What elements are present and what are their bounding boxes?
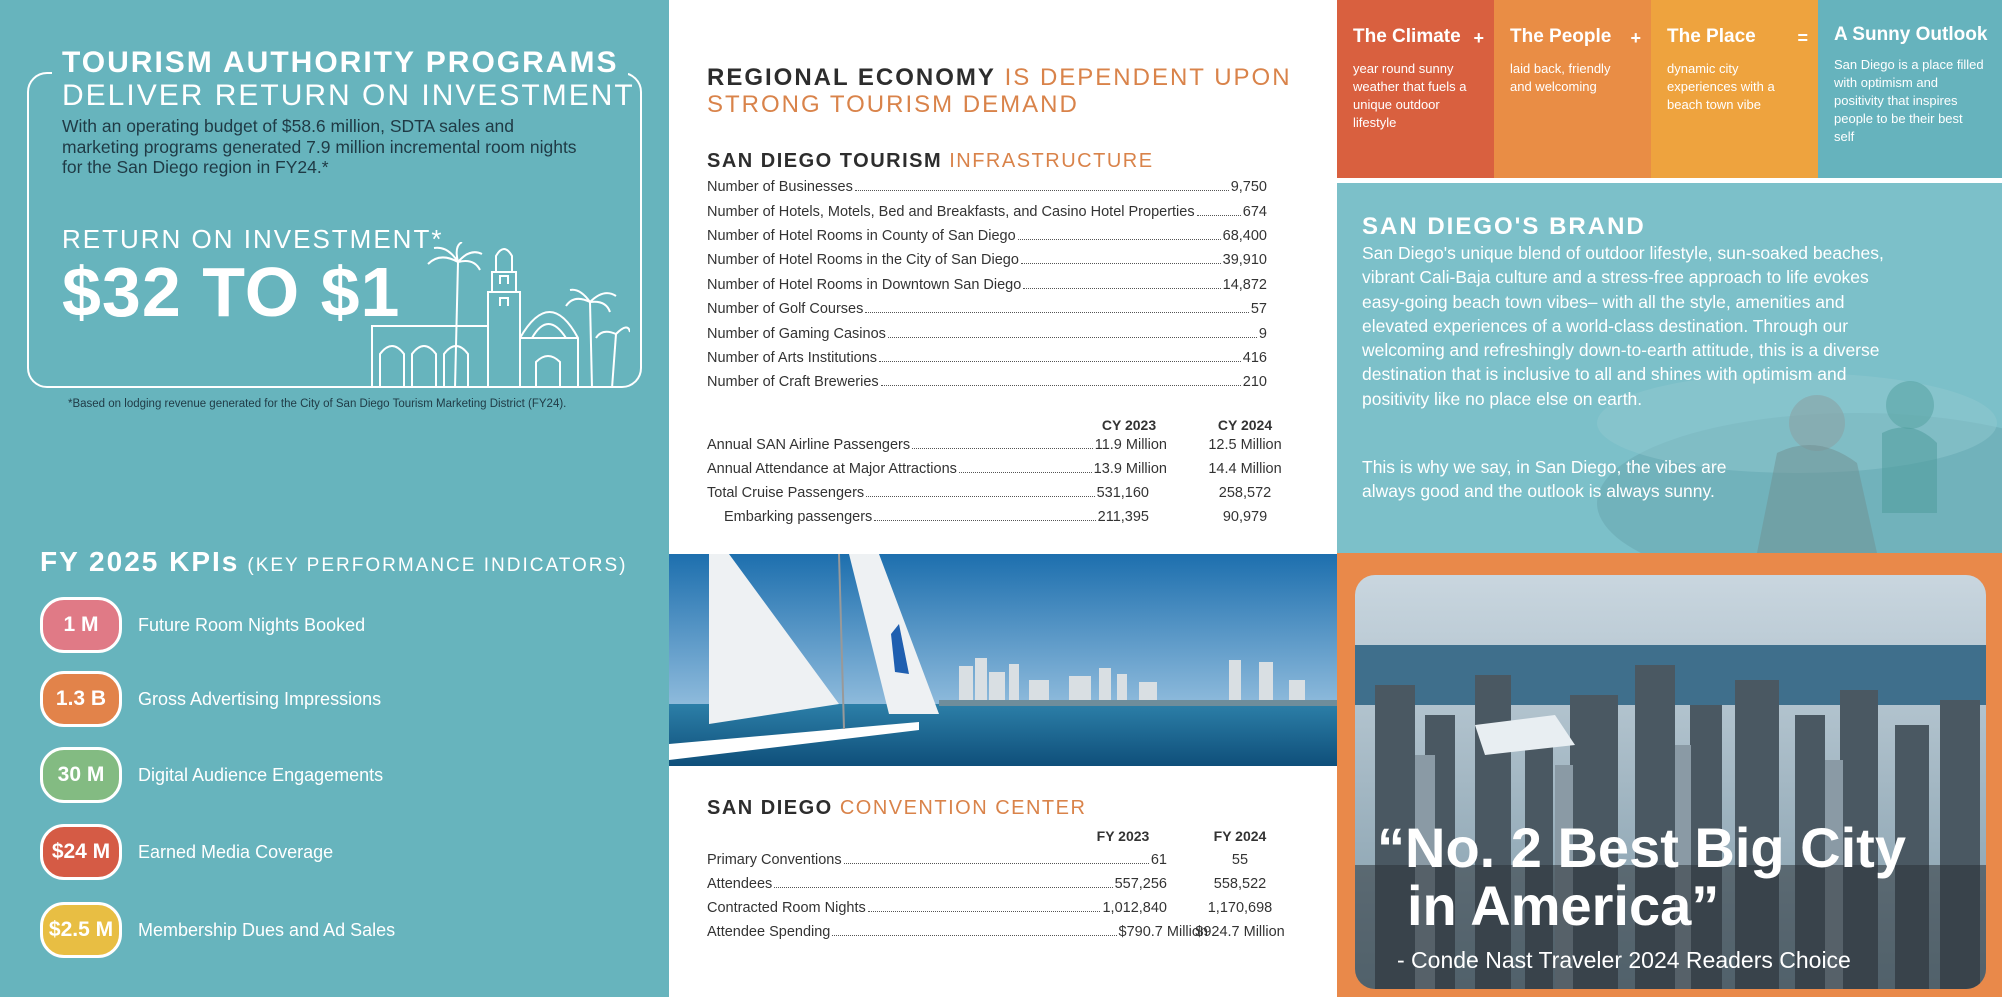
cy-label: Embarking passengers bbox=[724, 509, 873, 525]
fy-2024-header: FY 2024 bbox=[1213, 828, 1267, 844]
cy-row bbox=[707, 485, 1149, 501]
brand-title: SAN DIEGO'S BRAND bbox=[1362, 213, 1646, 240]
fy-2024-value: 55 bbox=[1231, 852, 1249, 868]
fy-2023-value: 61 bbox=[1150, 852, 1167, 868]
cy-2023-value: 531,160 bbox=[1096, 485, 1149, 501]
infra-value: 416 bbox=[1242, 350, 1267, 366]
regional-title-dark: REGIONAL ECONOMY bbox=[707, 64, 996, 91]
brand-formula-outlook bbox=[1818, 0, 2002, 178]
fy-row bbox=[707, 924, 1208, 940]
fy-label: Attendees bbox=[707, 876, 773, 892]
cy-2023-value: 13.9 Million bbox=[1093, 461, 1167, 477]
strip-heading: The People bbox=[1510, 26, 1612, 47]
regional-economy-title bbox=[707, 64, 1292, 118]
downtown-aerial-photo bbox=[1355, 575, 1986, 989]
cy-label: Total Cruise Passengers bbox=[707, 485, 865, 501]
infra-label: Number of Craft Breweries bbox=[707, 374, 879, 390]
strip-text: laid back, friendly and welcoming bbox=[1510, 61, 1611, 94]
cy-row bbox=[707, 461, 1167, 477]
infra-label: Number of Gaming Casinos bbox=[707, 326, 886, 342]
cy-2024-header: CY 2024 bbox=[1217, 417, 1273, 433]
fy-label: Attendee Spending bbox=[707, 924, 831, 940]
infra-value: 9,750 bbox=[1230, 179, 1267, 195]
infra-value: 39,910 bbox=[1222, 252, 1267, 268]
kpi-value-badge: $24 M bbox=[40, 824, 122, 880]
infra-value: 674 bbox=[1242, 204, 1267, 220]
kpi-value-badge: 1.3 B bbox=[40, 671, 122, 727]
infra-label: Number of Hotel Rooms in Downtown San Diego bbox=[707, 277, 1022, 293]
economy-panel bbox=[669, 0, 1337, 997]
roi-title-wrapper bbox=[52, 46, 628, 80]
brand-body-closing: This is why we say, in San Diego, the vibes are always good and the outlook is always sunny. bbox=[1362, 457, 1727, 502]
brand-formula-climate bbox=[1337, 0, 1494, 178]
cy-label: Annual SAN Airline Passengers bbox=[707, 437, 911, 453]
infra-label: Number of Businesses bbox=[707, 179, 853, 195]
quote-line-1: “No. 2 Best Big City bbox=[1377, 816, 1906, 879]
infra-row bbox=[707, 228, 1267, 244]
cy-2024-value: 14.4 Million bbox=[1208, 461, 1282, 477]
brand-formula-place bbox=[1651, 0, 1818, 178]
equals-operator: = bbox=[1797, 28, 1808, 48]
strip-heading: The Climate bbox=[1353, 26, 1461, 47]
kpi-item bbox=[40, 671, 381, 727]
infra-row bbox=[707, 252, 1267, 268]
kpi-item bbox=[40, 747, 383, 803]
infra-label: Number of Arts Institutions bbox=[707, 350, 878, 366]
fy-row bbox=[707, 900, 1167, 916]
roi-title-line-1: TOURISM AUTHORITY PROGRAMS bbox=[62, 46, 619, 79]
convention-center-title bbox=[707, 797, 1086, 820]
infra-value: 68,400 bbox=[1222, 228, 1267, 244]
fy-2024-value: 558,522 bbox=[1213, 876, 1267, 892]
cy-2024-value: 90,979 bbox=[1222, 509, 1268, 525]
infra-label: Number of Hotel Rooms in County of San Diego bbox=[707, 228, 1016, 244]
fy-2024-value: 1,170,698 bbox=[1207, 900, 1273, 916]
cy-2023-header: CY 2023 bbox=[1101, 417, 1157, 433]
infra-label: Number of Hotel Rooms in the City of San Diego bbox=[707, 252, 1019, 268]
roi-label: RETURN ON INVESTMENT* bbox=[62, 224, 444, 254]
infra-row bbox=[707, 350, 1267, 366]
infra-value: 210 bbox=[1242, 374, 1267, 390]
fy-row bbox=[707, 876, 1167, 892]
infra-row bbox=[707, 204, 1267, 220]
infra-value: 57 bbox=[1250, 301, 1267, 317]
regional-title-orange-2: STRONG TOURISM DEMAND bbox=[707, 91, 1079, 118]
infra-row bbox=[707, 301, 1267, 317]
fy-row bbox=[707, 852, 1167, 868]
kpi-label: Gross Advertising Impressions bbox=[138, 688, 382, 709]
infra-row bbox=[707, 374, 1267, 390]
plus-operator: + bbox=[1630, 28, 1641, 48]
fy-2023-value: 1,012,840 bbox=[1102, 900, 1167, 916]
kpi-label: Future Room Nights Booked bbox=[138, 614, 366, 635]
kpi-value-badge: 30 M bbox=[40, 747, 122, 803]
fy-2024-value: $924.7 Million bbox=[1195, 924, 1285, 940]
kpi-value-badge: 1 M bbox=[40, 597, 122, 653]
strip-text: dynamic city experiences with a beach town vibe bbox=[1667, 61, 1775, 112]
infra-row bbox=[707, 277, 1267, 293]
kpi-label: Membership Dues and Ad Sales bbox=[138, 919, 396, 940]
strip-text: year round sunny weather that fuels a unique outdoor lifestyle bbox=[1353, 61, 1467, 130]
brand-panel bbox=[1337, 0, 2002, 997]
roi-kpi-panel bbox=[0, 0, 669, 997]
cy-2023-value: 11.9 Million bbox=[1094, 437, 1167, 453]
strip-heading: The Place bbox=[1667, 26, 1756, 47]
roi-value: $32 TO $1 bbox=[62, 253, 401, 331]
conv-title-dark: SAN DIEGO bbox=[707, 797, 833, 819]
quote-line-2: in America” bbox=[1407, 874, 1720, 937]
cy-2024-value: 12.5 Million bbox=[1208, 437, 1282, 453]
fy-2023-value: $790.7 Million bbox=[1118, 924, 1208, 940]
roi-title-line-2: DELIVER RETURN ON INVESTMENT bbox=[62, 79, 635, 112]
fy-2023-header: FY 2023 bbox=[1096, 828, 1150, 844]
cy-label: Annual Attendance at Major Attractions bbox=[707, 461, 957, 477]
san-diego-brand-section bbox=[1337, 183, 2002, 553]
roi-description: With an operating budget of $58.6 million, SDTA sales and marketing programs generated 7.9 million incremental room nights for the San Diego region in FY24.* bbox=[62, 116, 577, 177]
san-diego-bay-photo bbox=[669, 554, 1337, 766]
strip-heading: A Sunny Outlook bbox=[1834, 24, 1988, 45]
kpi-label: Digital Audience Engagements bbox=[138, 764, 384, 785]
brand-body: San Diego's unique blend of outdoor lifestyle, sun-soaked beaches, vibrant Cali-Baja culture and a stress-free approach to life evokes easy-going beach town vibes– with all the style, amenities and elevated experiences of a world-class destination. Through our welcoming and refreshingly down-to-earth attitude, this is a diverse destination that is inclusive to all and shines with optimism and positivity like no place else on earth. bbox=[1362, 243, 1884, 409]
conv-title-orange: CONVENTION CENTER bbox=[839, 797, 1087, 819]
kpi-title: FY 2025 KPIs bbox=[40, 546, 240, 577]
kpi-item bbox=[40, 902, 395, 958]
cy-row bbox=[707, 437, 1167, 453]
kpi-label: Earned Media Coverage bbox=[138, 841, 334, 862]
strip-text: San Diego is a place filled with optimism and positivity that inspires people to be their best self bbox=[1834, 57, 1984, 144]
skyline-illustration bbox=[370, 242, 630, 388]
plus-operator: + bbox=[1473, 28, 1484, 48]
infra-label: Number of Hotels, Motels, Bed and Breakfasts, and Casino Hotel Properties bbox=[707, 204, 1195, 220]
cy-2023-value: 211,395 bbox=[1097, 509, 1149, 525]
kpi-heading bbox=[40, 546, 627, 578]
regional-title-orange-1: IS DEPENDENT UPON bbox=[1004, 64, 1292, 91]
infra-value: 9 bbox=[1258, 326, 1267, 342]
kpi-value-badge: $2.5 M bbox=[40, 902, 122, 958]
fy-label: Primary Conventions bbox=[707, 852, 842, 868]
infra-title-orange: INFRASTRUCTURE bbox=[949, 150, 1154, 172]
fy-label: Contracted Room Nights bbox=[707, 900, 866, 916]
roi-footnote: *Based on lodging revenue generated for the City of San Diego Tourism Marketing District (FY24). bbox=[68, 398, 567, 410]
kpi-item bbox=[40, 597, 365, 653]
cy-2024-value: 258,572 bbox=[1218, 485, 1272, 501]
infra-row bbox=[707, 326, 1267, 342]
infra-row bbox=[707, 179, 1267, 195]
brand-formula-people bbox=[1494, 0, 1651, 178]
kpi-subtitle: (KEY PERFORMANCE INDICATORS) bbox=[247, 555, 628, 576]
award-quote bbox=[1377, 816, 1906, 937]
kpi-item bbox=[40, 824, 333, 880]
infra-label: Number of Golf Courses bbox=[707, 301, 864, 317]
award-section bbox=[1337, 553, 2002, 997]
quote-source: - Conde Nast Traveler 2024 Readers Choice bbox=[1397, 947, 1851, 973]
infra-title-dark: SAN DIEGO TOURISM bbox=[707, 150, 943, 172]
infra-value: 14,872 bbox=[1222, 277, 1267, 293]
fy-2023-value: 557,256 bbox=[1114, 876, 1167, 892]
cy-row bbox=[724, 509, 1149, 525]
infrastructure-title bbox=[707, 150, 1154, 173]
